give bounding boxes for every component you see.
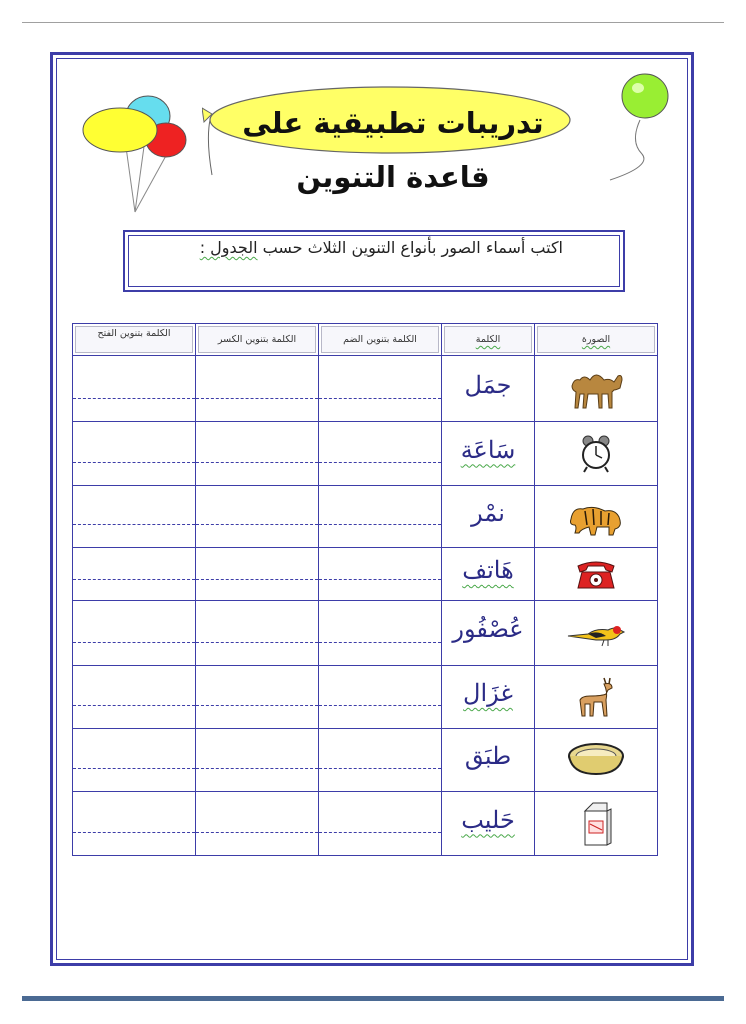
answer-damma[interactable] — [319, 601, 442, 666]
table-row — [73, 422, 658, 486]
word-cell: غزَال — [442, 666, 535, 729]
answer-damma[interactable] — [319, 356, 442, 422]
tiger-icon — [567, 497, 625, 537]
answer-fatha[interactable] — [73, 792, 196, 856]
table-row — [73, 792, 658, 856]
answer-kasra[interactable] — [196, 356, 319, 422]
word-cell: عُصْفُور — [442, 601, 535, 666]
table-header-row — [73, 324, 658, 356]
answer-fatha[interactable] — [73, 422, 196, 486]
instruction-box — [123, 230, 625, 292]
header-fatha: الكلمة بتنوين الفتح — [73, 324, 196, 356]
header-picture: الصورة — [535, 324, 658, 356]
table-row — [73, 666, 658, 729]
header-rule — [22, 22, 724, 23]
bird-icon — [566, 618, 626, 648]
word-cell: نمْر — [442, 486, 535, 548]
gazelle-icon — [574, 674, 618, 720]
table-row — [73, 548, 658, 601]
picture-cell — [535, 601, 658, 666]
answer-damma[interactable] — [319, 729, 442, 792]
exercise-table — [72, 323, 658, 856]
header-kasra: الكلمة بتنوين الكسر — [196, 324, 319, 356]
answer-fatha[interactable] — [73, 356, 196, 422]
table-row — [73, 729, 658, 792]
answer-fatha[interactable] — [73, 666, 196, 729]
answer-fatha[interactable] — [73, 486, 196, 548]
footer-rule — [22, 996, 724, 1001]
answer-fatha[interactable] — [73, 601, 196, 666]
balloons-cluster-icon — [78, 92, 193, 217]
word-cell: سَاعَة — [442, 422, 535, 486]
word-cell: طبَق — [442, 729, 535, 792]
page-title: تدريبات تطبيقية على قاعدة التنوين — [242, 106, 544, 194]
answer-damma[interactable] — [319, 486, 442, 548]
word-cell: هَاتف — [442, 548, 535, 601]
answer-damma[interactable] — [319, 792, 442, 856]
word-cell: حَليب — [442, 792, 535, 856]
header-word: الكلمة — [442, 324, 535, 356]
table-row — [73, 601, 658, 666]
answer-fatha[interactable] — [73, 548, 196, 601]
picture-cell — [535, 486, 658, 548]
table-row — [73, 486, 658, 548]
answer-damma[interactable] — [319, 548, 442, 601]
answer-damma[interactable] — [319, 666, 442, 729]
answer-kasra[interactable] — [196, 792, 319, 856]
picture-cell — [535, 729, 658, 792]
milk-carton-icon — [579, 799, 613, 849]
picture-cell — [535, 792, 658, 856]
answer-damma[interactable] — [319, 422, 442, 486]
telephone-icon — [574, 558, 618, 590]
answer-kasra[interactable] — [196, 486, 319, 548]
alarm-clock-icon — [579, 434, 613, 474]
green-balloon-icon — [600, 72, 675, 184]
answer-kasra[interactable] — [196, 729, 319, 792]
table-row — [73, 356, 658, 422]
answer-kasra[interactable] — [196, 666, 319, 729]
word-cell: جمَل — [442, 356, 535, 422]
camel-icon — [566, 364, 626, 414]
answer-kasra[interactable] — [196, 422, 319, 486]
instruction-text: اكتب أسماء الصور بأنواع التنوين الثلاث حسب الجدول : — [199, 238, 563, 257]
answer-fatha[interactable] — [73, 729, 196, 792]
header-damma: الكلمة بتنوين الضم — [319, 324, 442, 356]
bowl-icon — [566, 740, 626, 780]
picture-cell — [535, 356, 658, 422]
picture-cell — [535, 422, 658, 486]
picture-cell — [535, 548, 658, 601]
picture-cell — [535, 666, 658, 729]
answer-kasra[interactable] — [196, 548, 319, 601]
answer-kasra[interactable] — [196, 601, 319, 666]
